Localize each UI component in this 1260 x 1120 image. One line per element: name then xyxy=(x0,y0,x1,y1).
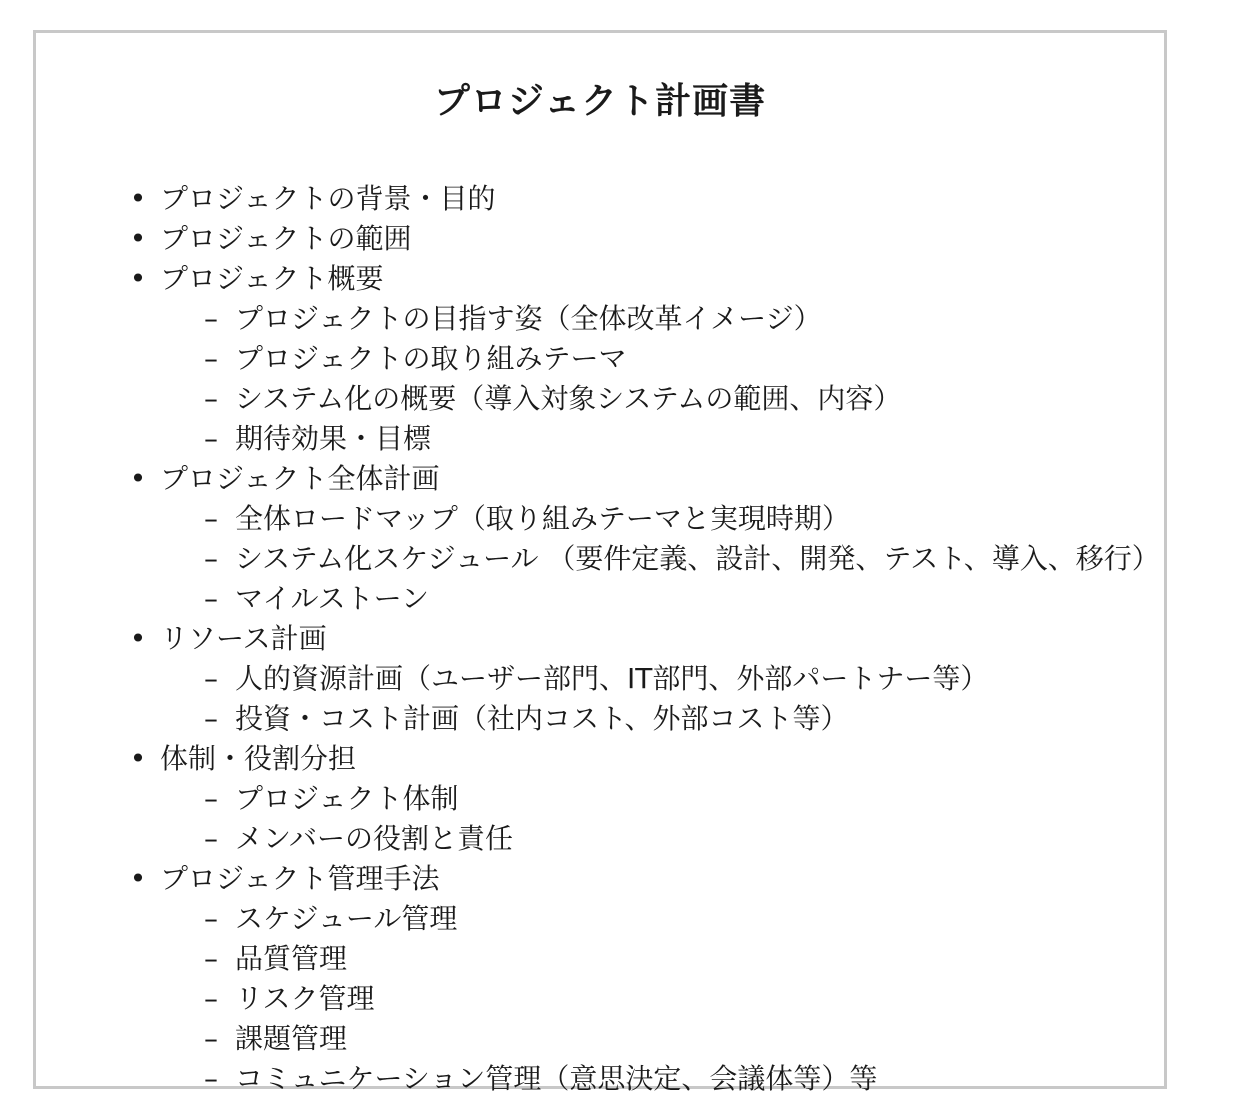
outline-item xyxy=(126,859,1160,899)
outline-subitem-label: 課題管理 xyxy=(235,1022,348,1055)
outline-subitem-label: スケジュール管理 xyxy=(235,902,458,935)
dash-icon: – xyxy=(204,822,218,855)
document-title: プロジェクト計画書 xyxy=(433,81,767,122)
dash-icon: – xyxy=(204,302,218,335)
dash-icon: – xyxy=(204,1062,218,1095)
dash-icon: – xyxy=(204,382,218,415)
outline-item xyxy=(126,739,1160,779)
outline-item-label: プロジェクトの背景・目的 xyxy=(160,182,496,215)
outline-item xyxy=(126,259,1160,299)
outline-item xyxy=(126,219,1160,259)
outline-subitem xyxy=(126,699,1160,739)
dash-icon: – xyxy=(204,422,218,455)
outline-subitem xyxy=(126,339,1160,379)
outline-subitem xyxy=(126,379,1160,419)
outline-item-label: プロジェクト全体計画 xyxy=(160,462,440,495)
outline-subitem xyxy=(126,819,1160,859)
outline-subitem-label: 品質管理 xyxy=(235,942,348,975)
outline-subitem-label: 全体ロードマップ（取り組みテーマと実現時期） xyxy=(235,502,850,535)
bullet-icon: • xyxy=(129,742,147,775)
outline-subitem-label: システム化スケジュール （要件定義、設計、開発、テスト、導入、移行） xyxy=(235,542,1160,575)
outline-subitem-label: マイルストーン xyxy=(235,582,430,615)
bullet-icon: • xyxy=(129,862,147,895)
outline-subitem xyxy=(126,579,1160,619)
dash-icon: – xyxy=(204,502,218,535)
bullet-icon: • xyxy=(129,222,147,255)
dash-icon: – xyxy=(204,982,218,1015)
outline-list xyxy=(126,179,1160,1099)
outline-subitem xyxy=(126,539,1160,579)
outline-subitem xyxy=(126,499,1160,539)
dash-icon: – xyxy=(204,942,218,975)
outline-subitem-label: コミュニケーション管理（意思決定、会議体等）等 xyxy=(235,1062,878,1095)
outline-subitem-label: 人的資源計画（ユーザー部門、IT部門、外部パートナー等） xyxy=(235,662,989,695)
outline-subitem-label: プロジェクトの取り組みテーマ xyxy=(235,342,627,375)
outline-subitem-label: システム化の概要（導入対象システムの範囲、内容） xyxy=(235,382,902,415)
outline-subitem xyxy=(126,899,1160,939)
outline-subitem xyxy=(126,659,1160,699)
outline-subitem-label: 投資・コスト計画（社内コスト、外部コスト等） xyxy=(235,702,849,735)
outline-subitem-label: 期待効果・目標 xyxy=(235,422,432,455)
outline-subitem xyxy=(126,299,1160,339)
outline-item-label: プロジェクト概要 xyxy=(160,262,384,295)
outline-subitem-label: プロジェクト体制 xyxy=(235,782,459,815)
outline-item xyxy=(126,459,1160,499)
dash-icon: – xyxy=(204,342,218,375)
outline-item xyxy=(126,619,1160,659)
dash-icon: – xyxy=(204,902,218,935)
outline-subitem xyxy=(126,779,1160,819)
outline-item-label: 体制・役割分担 xyxy=(160,742,357,775)
dash-icon: – xyxy=(204,662,218,695)
outline-subitem xyxy=(126,1019,1160,1059)
dash-icon: – xyxy=(204,1022,218,1055)
outline-subitem xyxy=(126,939,1160,979)
bullet-icon: • xyxy=(129,182,147,215)
outline-item-label: プロジェクト管理手法 xyxy=(160,862,440,895)
dash-icon: – xyxy=(204,702,218,735)
outline-subitem xyxy=(126,419,1160,459)
outline-subitem xyxy=(126,1059,1160,1099)
outline-subitem-label: プロジェクトの目指す姿（全体改革イメージ） xyxy=(235,302,822,335)
outline-subitem-label: リスク管理 xyxy=(235,982,375,1015)
bullet-icon: • xyxy=(129,462,147,495)
dash-icon: – xyxy=(204,582,218,615)
outline-item-label: プロジェクトの範囲 xyxy=(160,222,412,255)
document-frame xyxy=(33,30,1167,1095)
dash-icon: – xyxy=(204,782,218,815)
bullet-icon: • xyxy=(129,262,147,295)
dash-icon: – xyxy=(204,542,218,575)
outline-item-label: リソース計画 xyxy=(160,622,327,655)
outline-subitem xyxy=(126,979,1160,1019)
outline-subitem-label: メンバーの役割と責任 xyxy=(235,822,514,855)
bullet-icon: • xyxy=(129,622,147,655)
outline-item xyxy=(126,179,1160,219)
